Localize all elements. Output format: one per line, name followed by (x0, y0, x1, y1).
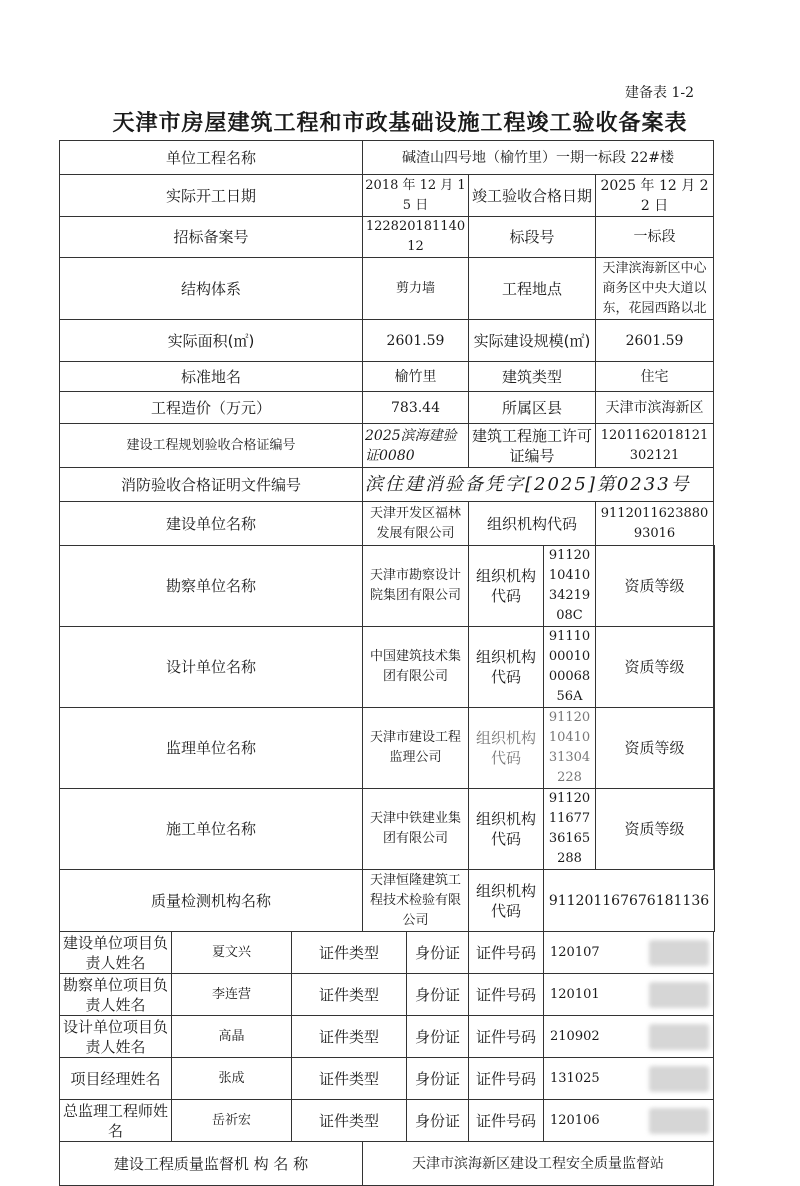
person-name: 张成 (172, 1058, 292, 1100)
row-builder (60, 502, 715, 546)
person-name: 夏文兴 (172, 932, 292, 974)
area-label: 实际面积(㎡) (60, 320, 363, 362)
row-unit-project (60, 141, 715, 175)
unit-project-name: 碱渣山四号地（榆竹里）一期一标段 22#楼 (363, 141, 714, 175)
id-number-redacted (544, 1058, 714, 1100)
id-number-redacted (544, 1100, 714, 1142)
redaction-blur (649, 940, 709, 966)
id-type-label: 证件类型 (292, 932, 407, 974)
supervision-grade-label: 资质等级 (596, 708, 714, 789)
testing-org-code-label: 组织机构代码 (469, 870, 544, 932)
person-role: 总监理工程师姓名 (60, 1100, 172, 1142)
person-name: 岳祈宏 (172, 1100, 292, 1142)
cost-label: 工程造价（万元） (60, 392, 363, 424)
testing-label: 质量检测机构名称 (60, 870, 363, 932)
section-label: 标段号 (469, 217, 596, 258)
unit-project-name-label: 单位工程名称 (60, 141, 363, 175)
redaction-blur (649, 1066, 709, 1092)
district-label: 所属区县 (469, 392, 596, 424)
survey-name: 天津市勘察设计院集团有限公司 (363, 546, 469, 627)
design-grade (714, 627, 715, 708)
row-testing (60, 870, 715, 932)
id-number-label: 证件号码 (469, 1016, 544, 1058)
construction-grade (714, 789, 715, 870)
row-planning-cert (60, 424, 715, 468)
survey-org-code-label: 组织机构代码 (469, 546, 544, 627)
builder-label: 建设单位名称 (60, 502, 363, 546)
location: 天津滨海新区中心商务区中央大道以东，花园西路以北 (596, 258, 714, 320)
person-name: 高晶 (172, 1016, 292, 1058)
row-dates (60, 175, 715, 217)
construction-label: 施工单位名称 (60, 789, 363, 870)
row-fire-cert (60, 468, 715, 502)
row-tender (60, 217, 715, 258)
area: 2601.59 (363, 320, 469, 362)
acceptance-date: 2025 年 12 月 22 日 (596, 175, 714, 217)
person-row (60, 1100, 715, 1142)
row-construction (60, 789, 715, 870)
id-number-redacted (544, 932, 714, 974)
id-number-redacted (544, 1016, 714, 1058)
row-design (60, 627, 715, 708)
section: 一标段 (596, 217, 714, 258)
scale-label: 实际建设规模(㎡) (469, 320, 596, 362)
construction-org-code: 911201167736165288 (544, 789, 596, 870)
row-cost (60, 392, 715, 424)
person-row (60, 1016, 715, 1058)
place-name: 榆竹里 (363, 362, 469, 392)
row-area (60, 320, 715, 362)
row-supervision-station (60, 1142, 715, 1186)
person-row (60, 1058, 715, 1100)
testing-name: 天津恒隆建筑工程技术检验有限公司 (363, 870, 469, 932)
supervision-station-name: 天津市滨海新区建设工程安全质量监督站 (363, 1142, 714, 1186)
person-role: 建设单位项目负责人姓名 (60, 932, 172, 974)
supervision-station-label: 建设工程质量监督机 构 名 称 (60, 1142, 363, 1186)
id-card-label: 身份证 (407, 974, 469, 1016)
id-type-label: 证件类型 (292, 1058, 407, 1100)
id-number-prefix: 210902 (550, 1028, 600, 1044)
construction-name: 天津中铁建业集团有限公司 (363, 789, 469, 870)
builder-name: 天津开发区福林发展有限公司 (363, 502, 469, 546)
permit-label: 建筑工程施工许可证编号 (469, 424, 596, 468)
structure: 剪力墙 (363, 258, 469, 320)
district: 天津市滨海新区 (596, 392, 714, 424)
person-row (60, 932, 715, 974)
design-org-code: 91110000100006856A (544, 627, 596, 708)
row-place-name (60, 362, 715, 392)
supervision-org-code: 911201041031304228 (544, 708, 596, 789)
person-role: 勘察单位项目负责人姓名 (60, 974, 172, 1016)
builder-org-code: 911201162388093016 (596, 502, 714, 546)
person-name: 李连营 (172, 974, 292, 1016)
page-title: 天津市房屋建筑工程和市政基础设施工程竣工验收备案表 (112, 111, 688, 136)
id-card-label: 身份证 (407, 932, 469, 974)
person-role: 设计单位项目负责人姓名 (60, 1016, 172, 1058)
construction-org-code-label: 组织机构代码 (469, 789, 544, 870)
design-label: 设计单位名称 (60, 627, 363, 708)
id-type-label: 证件类型 (292, 1016, 407, 1058)
building-type: 住宅 (596, 362, 714, 392)
scale: 2601.59 (596, 320, 714, 362)
start-date-label: 实际开工日期 (60, 175, 363, 217)
supervision-org-code-label: 组织机构代码 (469, 708, 544, 789)
planning-cert-label: 建设工程规划验收合格证编号 (60, 424, 363, 468)
id-number-label: 证件号码 (469, 1100, 544, 1142)
id-number-prefix: 120101 (550, 986, 600, 1002)
id-type-label: 证件类型 (292, 974, 407, 1016)
fire-cert-label: 消防验收合格证明文件编号 (60, 468, 363, 502)
id-card-label: 身份证 (407, 1100, 469, 1142)
design-grade-label: 资质等级 (596, 627, 714, 708)
survey-label: 勘察单位名称 (60, 546, 363, 627)
person-row (60, 974, 715, 1016)
id-card-label: 身份证 (407, 1016, 469, 1058)
id-card-label: 身份证 (407, 1058, 469, 1100)
fire-cert-handwritten: 滨住建消验备凭字[2025]第0233号 (363, 468, 714, 502)
building-type-label: 建筑类型 (469, 362, 596, 392)
id-number-prefix: 120106 (550, 1112, 600, 1128)
builder-org-code-label: 组织机构代码 (469, 502, 596, 546)
redaction-blur (649, 1108, 709, 1134)
supervision-label: 监理单位名称 (60, 708, 363, 789)
survey-grade (714, 546, 715, 627)
cost: 783.44 (363, 392, 469, 424)
row-survey (60, 546, 715, 627)
design-name: 中国建筑技术集团有限公司 (363, 627, 469, 708)
id-number-label: 证件号码 (469, 932, 544, 974)
testing-org-code: 911201167676181136 (544, 870, 715, 932)
tender-no-label: 招标备案号 (60, 217, 363, 258)
id-number-prefix: 120107 (550, 944, 600, 960)
id-type-label: 证件类型 (292, 1100, 407, 1142)
record-table (59, 140, 715, 1186)
acceptance-date-label: 竣工验收合格日期 (469, 175, 596, 217)
form-code: 建备表 1-2 (625, 85, 694, 101)
survey-grade-label: 资质等级 (596, 546, 714, 627)
person-role: 项目经理姓名 (60, 1058, 172, 1100)
supervision-grade (714, 708, 715, 789)
id-number-redacted (544, 974, 714, 1016)
id-number-prefix: 131025 (550, 1070, 600, 1086)
row-structure (60, 258, 715, 320)
structure-label: 结构体系 (60, 258, 363, 320)
id-number-label: 证件号码 (469, 974, 544, 1016)
id-number-label: 证件号码 (469, 1058, 544, 1100)
place-name-label: 标准地名 (60, 362, 363, 392)
tender-no: 12282018114012 (363, 217, 469, 258)
construction-grade-label: 资质等级 (596, 789, 714, 870)
redaction-blur (649, 1024, 709, 1050)
supervision-name: 天津市建设工程监理公司 (363, 708, 469, 789)
survey-org-code: 91120104103421908C (544, 546, 596, 627)
redaction-blur (649, 982, 709, 1008)
planning-cert-handwritten: 2025滨海建验证0080 (363, 424, 469, 468)
location-label: 工程地点 (469, 258, 596, 320)
row-supervision (60, 708, 715, 789)
design-org-code-label: 组织机构代码 (469, 627, 544, 708)
start-date: 2018 年 12 月 15 日 (363, 175, 469, 217)
permit: 1201162018121302121 (596, 424, 714, 468)
